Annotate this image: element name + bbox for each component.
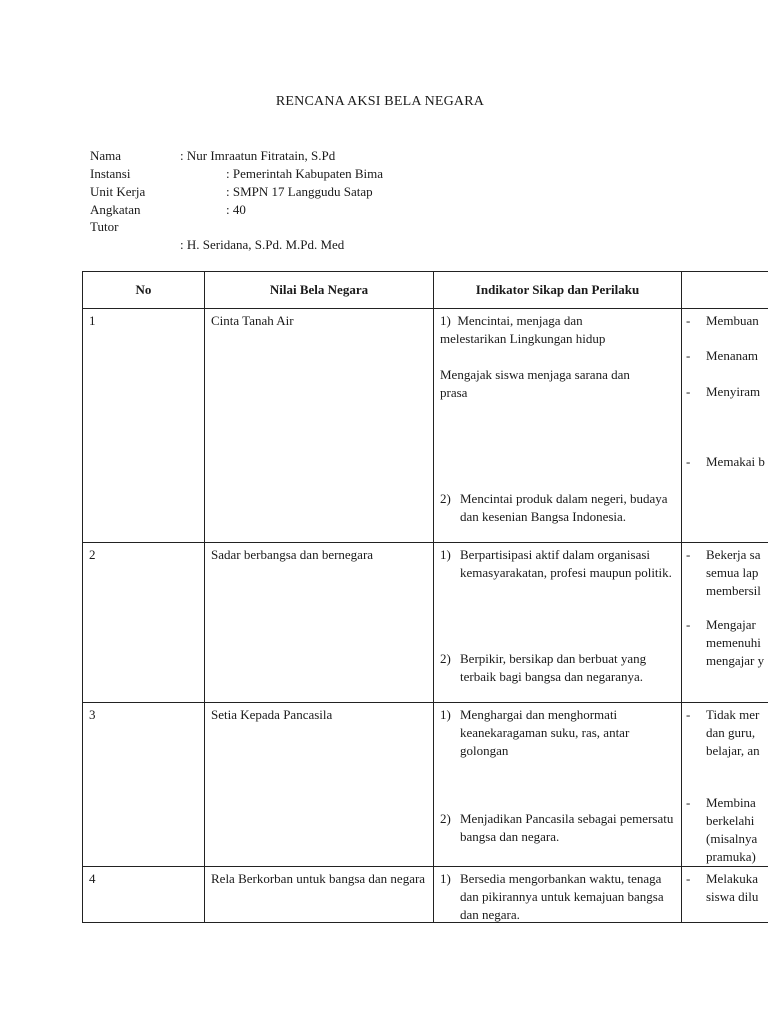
row4-nilai-cell (205, 867, 434, 923)
row1-kegiatan-cell (682, 309, 768, 543)
row2-ind2-number: 2) (440, 651, 451, 666)
row4-act1-line-b: siswa dilu (706, 889, 759, 904)
row2-kegiatan-cell (682, 543, 768, 703)
row4-kegiatan-cell (682, 867, 768, 923)
row1-activity-1 (686, 312, 768, 330)
angkatan-label: Angkatan (90, 202, 141, 217)
row1-activity-3 (686, 383, 768, 401)
row4-no: 4 (89, 871, 96, 886)
row3-act2-line-b: berkelahi (706, 813, 755, 828)
row2-act1-line-a: Bekerja sa (706, 547, 761, 562)
row2-ind2-text: Berpikir, bersikap dan berbuat yang terbaik bagi bangsa dan negaranya. (460, 651, 647, 684)
row2-act2-line-c: mengajar y (706, 653, 765, 668)
row1-indikator-1-extra (440, 366, 677, 402)
row3-act2-line-c: (misalnya (706, 831, 758, 846)
row1-ind1-line-a: Mencintai, menjaga dan (457, 313, 583, 328)
row3-indikator-2 (440, 810, 677, 846)
instansi-label: Instansi (90, 166, 131, 181)
row2-ind1-number: 1) (440, 547, 451, 562)
row2-no: 2 (89, 547, 96, 562)
dash-bullet: - (686, 547, 691, 562)
instansi-value: : Pemerintah Kabupaten Bima (226, 166, 384, 181)
row3-nilai-cell (205, 703, 434, 867)
tutor-label: Tutor (90, 219, 119, 234)
row3-ind2-text: Menjadikan Pancasila sebagai pemersatu bangsa dan negara. (460, 811, 674, 844)
row1-no-cell (83, 309, 205, 543)
table-row (83, 703, 768, 867)
row2-activity-2-text (686, 616, 768, 670)
row4-indikator-1 (440, 870, 677, 924)
dash-bullet: - (686, 384, 691, 399)
row1-activity-2-text: Menanam (706, 348, 758, 363)
table-row (83, 867, 768, 923)
row3-act1-line-b: dan guru, (706, 725, 756, 740)
row2-activity-2 (686, 616, 768, 670)
dash-bullet: - (686, 454, 691, 469)
row4-activity-1-text (686, 870, 768, 906)
row1-ind2-number: 2) (440, 491, 451, 506)
dash-bullet: - (686, 707, 691, 722)
row3-activity-2 (686, 794, 768, 866)
row2-indikator-1 (440, 546, 677, 582)
nama-value: : Nur Imraatun Fitratain, S.Pd (180, 148, 336, 163)
nama-label: Nama (90, 148, 122, 163)
row2-act1-line-c: membersil (706, 583, 761, 598)
row1-activity-3-text: Menyiram (706, 384, 761, 399)
row1-activity-2 (686, 347, 768, 365)
row2-indikator-cell (434, 543, 682, 703)
dash-bullet: - (686, 348, 691, 363)
row4-indikator-cell (434, 867, 682, 923)
row3-ind1-text: Menghargai dan menghormati keanekaragaman suku, ras, antar golongan (460, 707, 630, 758)
row3-no: 3 (89, 707, 96, 722)
row3-act2-line-d: pramuka) (706, 849, 756, 864)
row3-activity-2-text (686, 794, 768, 866)
header-nilai: Nilai Bela Negara (205, 272, 434, 309)
unit-kerja-value: : SMPN 17 Langgudu Satap (226, 184, 373, 199)
row1-activity-1-text: Membuan (706, 313, 759, 328)
row2-act1-line-b: semua lap (706, 565, 759, 580)
row3-ind1-number: 1) (440, 707, 451, 722)
row1-activity-4 (686, 453, 768, 471)
row4-ind1-text: Bersedia mengorbankan waktu, tenaga dan pikirannya untuk kemajuan bangsa dan negara. (460, 871, 664, 922)
row3-activity-1 (686, 706, 768, 760)
dash-bullet: - (686, 871, 691, 886)
row3-act1-line-c: belajar, an (706, 743, 760, 758)
row4-act1-line-a: Melakuka (706, 871, 758, 886)
row3-act2-line-a: Membina (706, 795, 756, 810)
row1-indikator-1 (440, 312, 677, 348)
row3-ind2-number: 2) (440, 811, 451, 826)
row2-no-cell (83, 543, 205, 703)
header-kegiatan (682, 272, 768, 309)
row2-act2-line-b: memenuhi (706, 635, 761, 650)
row1-nilai-cell (205, 309, 434, 543)
row3-indikator-1 (440, 706, 677, 760)
row1-ind2-text: Mencintai produk dalam negeri, budaya dan kesenian Bangsa Indonesia. (460, 491, 668, 524)
tutor-value: : H. Seridana, S.Pd. M.Pd. Med (180, 237, 345, 252)
row1-ind1-line-b: melestarikan Lingkungan hidup (440, 331, 606, 346)
row3-activity-1-text (686, 706, 768, 760)
row2-activity-1-text (686, 546, 768, 600)
row3-kegiatan-cell (682, 703, 768, 867)
row1-indikator-2 (440, 490, 677, 526)
row1-no: 1 (89, 313, 96, 328)
row4-ind1-number: 1) (440, 871, 451, 886)
row4-no-cell (83, 867, 205, 923)
dash-bullet: - (686, 795, 691, 810)
row4-nilai: Rela Berkorban untuk bangsa dan negara (211, 871, 426, 886)
row2-nilai-cell (205, 543, 434, 703)
table-row (83, 543, 768, 703)
table-header-row (83, 272, 768, 309)
row2-ind1-text: Berpartisipasi aktif dalam organisasi kemasyarakatan, profesi maupun politik. (460, 547, 672, 580)
row3-act1-line-a: Tidak mer (706, 707, 760, 722)
row1-ind1-number: 1) (440, 313, 451, 328)
row2-indikator-2 (440, 650, 677, 686)
row4-activity-1 (686, 870, 768, 906)
row3-no-cell (83, 703, 205, 867)
row3-nilai: Setia Kepada Pancasila (211, 707, 333, 722)
row1-ind1-line-d: prasa (440, 385, 468, 400)
row1-activity-4-text: Memakai b (706, 454, 765, 469)
document-title: RENCANA AKSI BELA NEGARA (275, 94, 485, 109)
row2-act2-line-a: Mengajar (706, 617, 756, 632)
action-plan-table (82, 271, 768, 923)
dash-bullet: - (686, 617, 691, 632)
row1-nilai: Cinta Tanah Air (211, 313, 294, 328)
header-no: No (83, 272, 205, 309)
dash-bullet: - (686, 313, 691, 328)
row1-indikator-cell (434, 309, 682, 543)
row2-activity-1 (686, 546, 768, 600)
row1-ind1-line-c: Mengajak siswa menjaga sarana dan (440, 367, 630, 382)
angkatan-value: : 40 (226, 202, 246, 217)
row3-indikator-cell (434, 703, 682, 867)
header-indikator: Indikator Sikap dan Perilaku (434, 272, 682, 309)
row2-nilai: Sadar berbangsa dan bernegara (211, 547, 374, 562)
table-row (83, 309, 768, 543)
unit-kerja-label: Unit Kerja (90, 184, 146, 199)
